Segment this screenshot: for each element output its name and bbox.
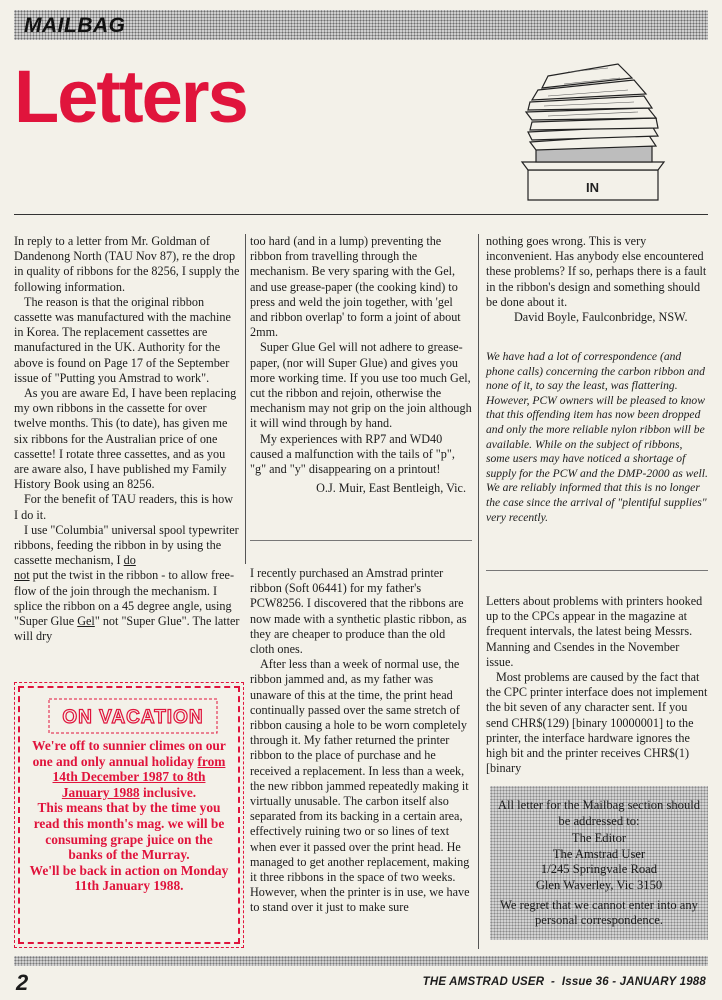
vacation-notice-body: We're off to sunnier climes on our one and only annual holiday from 14th December 1987 to 8th January 1988 inclusive. This means that by the time you read this month's mag. we will be consuming grape juice on the banks of the Murray. We'll be back in action on Monday 11th January 1988. [29, 738, 229, 894]
in-tray-illustration [508, 50, 668, 210]
letter-1-paragraph: For the benefit of TAU readers, this is how I do it. [14, 492, 233, 522]
letter-3-paragraph: Most problems are caused by the fact that the CPC printer interface does not implement the bit seven of any character sent. If you send CHR$(129) [binary 10000001] to the printer, the interface hardware ignores the high bit and the printer receives CHR$(1) [binary [486, 670, 708, 776]
column-divider [478, 234, 479, 949]
letter-1-paragraph: As you are aware Ed, I have been replacing my own ribbons in the cassette for over twelve months. This (to date), has given me six ribbons for the Australian price of one cassette! I rotate three cassettes, and as you are aware also, I have published my Family History Book using an 8256. [14, 386, 237, 492]
editor-reply: We have had a lot of correspondence (and phone calls) concerning the carbon ribbon and none of it, to say the least, was flattering. However, PCW owners will be pleased to know that this offending item has now been dropped and only the more reliable nylon ribbon will be available. While on the subject of ribbons, some users may have noticed a shortage of supply for the PCW and the DMP-2000 as well. We are reliably informed that this is no longer the case since the arrival of "plentiful supplies" very recently. [486, 350, 708, 524]
footer-bar [14, 956, 708, 966]
page-title: Letters [14, 55, 247, 138]
letter-1-paragraph: I use "Columbia" universal spool typewriter ribbons, feeding the ribbon in by using the cassette mechanism, I do not put the twist in the ribbon - to allow free-flow of the join through the mechanism. I splice the ribbon on a 45 degree angle, using "Super Glue Gel" not "Super Glue". The latter will dry [14, 522, 240, 644]
vacation-notice-text: This means that by the time you read this month's mag. we will be consuming grape juice on the banks of the Murray. [33, 800, 225, 863]
letter-2-paragraph: After less than a week of normal use, the ribbon jammed and, as my father was unaware of this at the time, the print head continually passed over the same stretch of ribbon causing a hole to be worn completely through it. My father returned the printer ribbon to the place of purchase and he received a replacement. In less than a week, the new ribbon jammed repeatedly making it virtually unusable. The carbon itself also separated from its backing in a certain area, effectively ruining two or so lines of text when ever it passed over the print head. He managed to get another replacement, making it three ribbons in the space of two weeks. However, when the printer is in use, we have to stand over it just to make sure [250, 657, 470, 915]
letter-divider [250, 540, 472, 541]
letter-3-paragraph: Letters about problems with printers hooked up to the CPCs appear in the magazine at frequent intervals, the latest being Messrs. Manning and Csendes in the November issue. [486, 594, 703, 669]
letter-3-column-3 [486, 594, 708, 776]
page-number: 2 [16, 970, 29, 995]
letter-1-signature: O.J. Muir, East Bentleigh, Vic. [316, 481, 466, 496]
vacation-notice [18, 686, 240, 944]
address-note: We regret that we cannot enter into any personal correspondence. [500, 897, 698, 928]
vacation-title-graphic [48, 698, 218, 734]
address-line: 1/245 Springvale Road [540, 862, 658, 877]
mailbag-address-box [490, 786, 708, 940]
letter-2-column-3 [486, 234, 708, 325]
vacation-dates: from 14th December 1987 to 8th January 1988 [52, 753, 226, 800]
tray-label: IN [586, 180, 599, 195]
address-line: The Editor [571, 831, 627, 846]
column-divider [245, 234, 246, 564]
letter-1-column-1 [14, 234, 240, 644]
letter-1-paragraph: My experiences with RP7 and WD40 caused a malfunction with the tails of "p", "g" and "y" disappearing on a printout! [250, 431, 455, 477]
letter-2-paragraph: I recently purchased an Amstrad printer ribbon (Soft 06441) for my father's PCW8256. I discovered that the ribbons are now made with a synthetic plastic ribbon, as they are cheaper to produce than the old cloth ones. [250, 566, 467, 657]
vacation-title: ON VACATION [62, 707, 204, 728]
letter-2-signature: David Boyle, Faulconbridge, NSW. [514, 310, 688, 325]
address-line: The Amstrad User [552, 846, 646, 861]
letter-1-paragraph: Super Glue Gel will not adhere to grease-paper, (nor will Super Glue) and gives you more working time. If you use too much Gel, cut the ribbon and rejoin, otherwise the mechanism may not grip on the join although it will wind through by hand. [250, 340, 472, 431]
letter-2-paragraph: nothing goes wrong. This is very inconvenient. Has anybody else encountered these problems? If so, perhaps there is a fault in the ribbon's design and something should be done about it. [486, 234, 707, 309]
letter-1-column-2 [250, 234, 472, 496]
section-label: MAILBAG [24, 14, 126, 37]
vacation-notice-text: We'll be back in action on Monday 11th January 1988. [29, 862, 229, 894]
letter-divider [486, 570, 708, 571]
address-intro: All letter for the Mailbag section should be addressed to: [497, 798, 701, 828]
header-divider [14, 214, 708, 215]
address-line: Glen Waverley, Vic 3150 [535, 877, 663, 892]
letter-1-paragraph: too hard (and in a lump) preventing the ribbon from travelling through the mechanism. Be very sparing with the Gel, and use grease-paper (the cooking kind) to press and weld the join together, with 'gel and ribbon overlap' to form a joint of about 2mm. [250, 234, 461, 340]
footer-publication: THE AMSTRAD USER - Issue 36 - JANUARY 1988 [422, 976, 706, 988]
letter-1-paragraph: In reply to a letter from Mr. Goldman of Dandenong North (TAU Nov 87), re the drop in quality of ribbons for the 8256, I supply the following information. [14, 234, 240, 294]
letter-2-column-2 [250, 566, 472, 916]
letter-1-paragraph: The reason is that the original ribbon cassette was manufactured with the machine in Korea. The replacement cassettes are manufactured in the UK. Authority for the above is found on Page 17 of the September issue of "Putting you Amstrad to work". [14, 294, 231, 385]
